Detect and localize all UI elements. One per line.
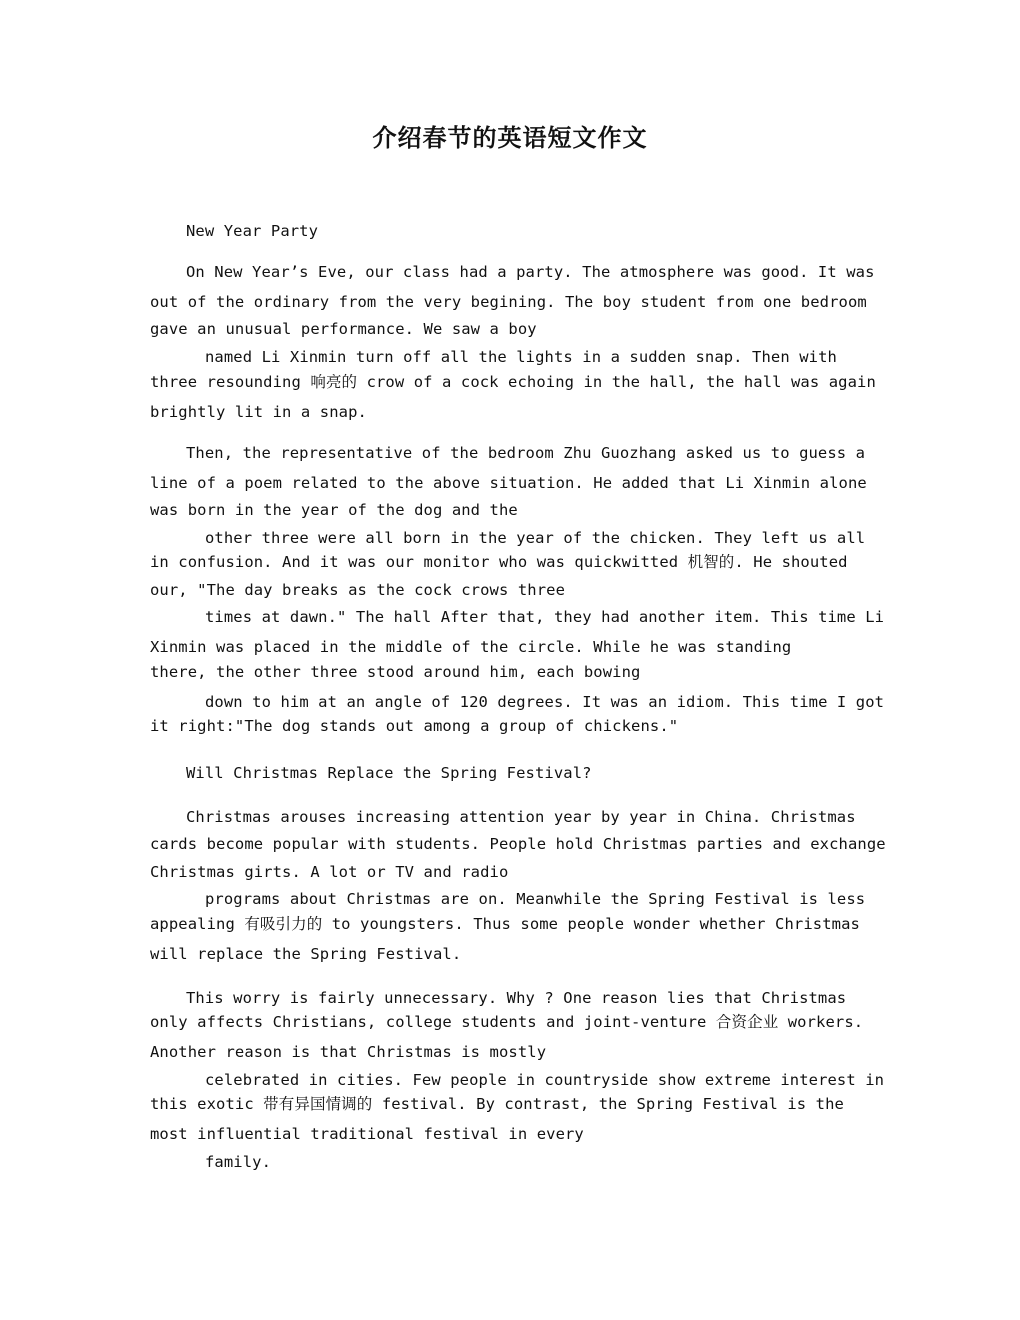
text-line: this exotic 带有异国情调的 festival. By contrast, the Spring Festival is the bbox=[150, 1095, 844, 1113]
text-line: brightly lit in a snap. bbox=[150, 403, 367, 421]
text-line: most influential traditional festival in every bbox=[150, 1125, 584, 1143]
text-line: gave an unusual performance. We saw a boy bbox=[150, 320, 537, 338]
text-line: only affects Christians, college students and joint-venture 合资企业 workers. bbox=[150, 1013, 864, 1031]
text-line: times at dawn." The hall After that, they had another item. This time Li bbox=[205, 608, 885, 626]
text-line: Then, the representative of the bedroom Zhu Guozhang asked us to guess a bbox=[186, 444, 866, 462]
text-line: Christmas arouses increasing attention year by year in China. Christmas bbox=[186, 808, 856, 826]
text-line: cards become popular with students. People hold Christmas parties and exchange bbox=[150, 835, 886, 853]
text-line: our, "The day breaks as the cock crows three bbox=[150, 581, 565, 599]
document-title: 介绍春节的英语短文作文 bbox=[372, 123, 648, 152]
text-line: appealing 有吸引力的 to youngsters. Thus some people wonder whether Christmas bbox=[150, 915, 860, 933]
text-line: three resounding 响亮的 crow of a cock echoing in the hall, the hall was again bbox=[150, 373, 876, 391]
text-line: celebrated in cities. Few people in countryside show extreme interest in bbox=[205, 1071, 885, 1089]
text-line: Christmas girts. A lot or TV and radio bbox=[150, 863, 509, 881]
heading-new-year-party: New Year Party bbox=[186, 222, 319, 240]
text-line: was born in the year of the dog and the bbox=[150, 501, 518, 519]
text-line: will replace the Spring Festival. bbox=[150, 945, 462, 963]
text-line: named Li Xinmin turn off all the lights in a sudden snap. Then with bbox=[205, 348, 837, 366]
text-line: out of the ordinary from the very begining. The boy student from one bedroom bbox=[150, 293, 867, 311]
text-line: in confusion. And it was our monitor who was quickwitted 机智的. He shouted bbox=[150, 553, 848, 571]
text-line: it right:"The dog stands out among a group of chickens." bbox=[150, 717, 679, 735]
text-line: there, the other three stood around him, each bowing bbox=[150, 663, 641, 681]
text-line: On New Year’s Eve, our class had a party. The atmosphere was good. It was bbox=[186, 263, 875, 281]
text-line: family. bbox=[205, 1153, 272, 1171]
text-line: Xinmin was placed in the middle of the circle. While he was standing bbox=[150, 638, 792, 656]
text-line: down to him at an angle of 120 degrees. It was an idiom. This time I got bbox=[205, 693, 885, 711]
text-line: Another reason is that Christmas is mostly bbox=[150, 1043, 547, 1061]
text-line: programs about Christmas are on. Meanwhile the Spring Festival is less bbox=[205, 890, 866, 908]
text-line: line of a poem related to the above situation. He added that Li Xinmin alone bbox=[150, 474, 867, 492]
text-line: other three were all born in the year of the chicken. They left us all bbox=[205, 529, 866, 547]
text-line: This worry is fairly unnecessary. Why ? One reason lies that Christmas bbox=[186, 989, 847, 1007]
heading-christmas: Will Christmas Replace the Spring Festival? bbox=[186, 764, 592, 782]
